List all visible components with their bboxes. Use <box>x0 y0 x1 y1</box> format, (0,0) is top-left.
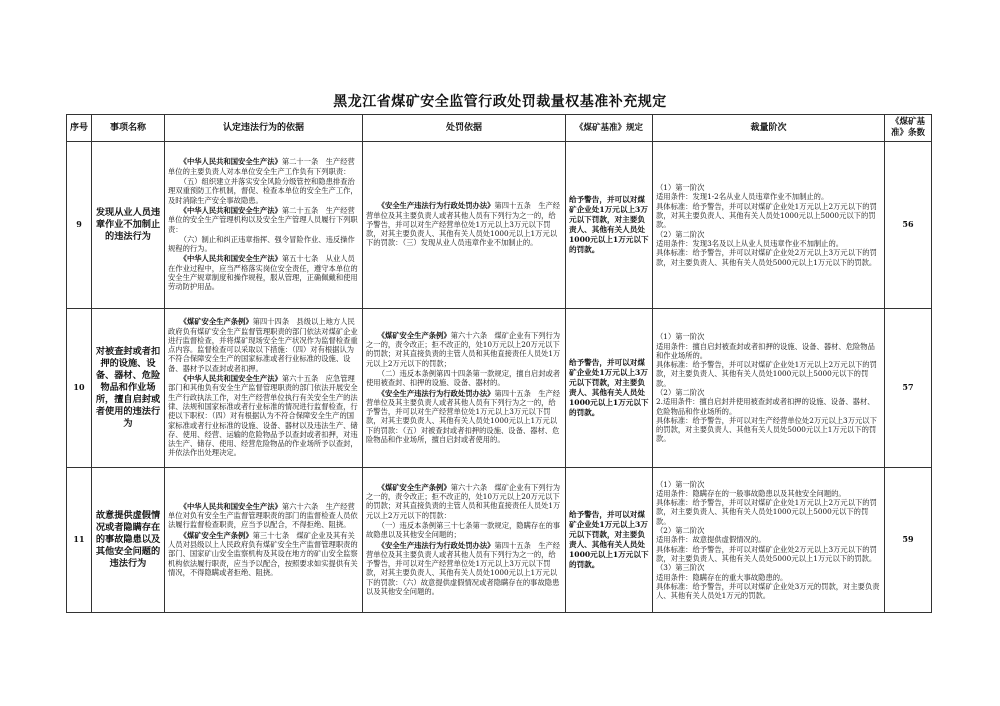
law-text: 第四十五条 生产经营单位及其主要负责人或者其他人员有下列行为之一的，给予警告，并可以对生产经营单位处1万元以上3万元以下罚款，对其主要负责人、其他有关人员处1000元以上1万元以下的罚款：（五）对被查封或者扣押的设施、设备、器材、危险物品和作业场所，擅自启封或者使用的。 <box>366 388 561 444</box>
level-line: （2）第二阶次 <box>656 388 705 397</box>
standard-count: 57 <box>885 309 932 468</box>
law-text: （一）违反本条例第三十七条第一款规定，隐瞒存在的事故隐患以及其他安全问题的； <box>366 520 561 540</box>
law-text: 第六十六条 生产经营单位对负有安全生产监督管理职责的部门的监督检查人员依法履行监督检查职责，应当予以配合，不得拒绝、阻挠。 <box>168 501 358 530</box>
level-line: 适用条件：发现3名及以上从业人员违章作业不加制止的。 <box>656 238 844 248</box>
header-std: 《煤矿基准》规定 <box>566 115 653 142</box>
standard-cell: 给予警告，并可以对煤矿企业处1万元以上3万元以下罚款，对主要负责人、其他有关人员处1000元以上1万元以下的罚款。 <box>566 468 653 613</box>
item-name: 故意提供虚假情况或者隐瞒存在的事故隐患以及其他安全问题的违法行为 <box>92 468 165 613</box>
levels-cell <box>653 142 885 309</box>
law-text: （五）组织建立并落实安全风险分级管控和隐患排查治理双重预防工作机制，督促、检查本单位的安全生产工作，及时消除生产安全事故隐患。 <box>168 177 358 205</box>
table-row <box>67 142 932 309</box>
law-name: 《煤矿安全生产条例》 <box>179 530 253 540</box>
page-title: 黑龙江省煤矿安全监管行政处罚裁量权基准补充规定 <box>333 94 667 110</box>
penalty-cell <box>363 309 566 468</box>
level-line: 具体标准：给予警告，并可以对煤矿企业处1万元以上2万元以下的罚款，对主要负责人、其他有关人员处1000元以上5000元以下的罚款。 <box>656 498 877 526</box>
level-line: 适用条件：发现1-2名从业人员违章作业不加制止的。 <box>656 192 829 202</box>
level-line: 适用条件：隐瞒存在的重大事故隐患的。 <box>656 572 788 582</box>
level-line: 适用条件：擅自启封被查封或者扣押的设施、设备、器材、危险物品和作业场所的。 <box>656 341 875 360</box>
row-number: 9 <box>67 142 92 309</box>
law-name: 《煤矿安全生产条例》 <box>377 482 451 492</box>
header-levels: 裁量阶次 <box>653 115 885 142</box>
law-text: 第二十一条 生产经营单位的主要负责人对本单位安全生产工作负有下列职责： <box>168 157 355 176</box>
basis-paragraph <box>168 157 359 176</box>
law-text: （六）制止和纠正违章指挥、强令冒险作业、违反操作规程的行为。 <box>168 234 355 254</box>
item-name: 对被查封或者扣押的设施、设备、器材、危险物品和作业场所，擅自启封或者使用的违法行为 <box>92 309 165 468</box>
law-name: 《煤矿安全生产条例》 <box>377 330 451 340</box>
header-penalty: 处罚依据 <box>363 115 566 142</box>
level-line: （2）第二阶次 <box>656 229 705 239</box>
standard-cell: 给予警告，并可以对煤矿企业处1万元以上3万元以下罚款，对主要负责人、其他有关人员处1000元以上1万元以下的罚款。 <box>566 309 653 468</box>
level-line: 2.适用条件：擅自启封并使用被查封或者扣押的设施、设备、器材、危险物品和作业场所的。 <box>656 397 875 416</box>
level-line: 具体标准：给予警告，并可以对煤矿企业处2万元以上3万元以下的罚款，对主要负责人、其他有关人员处5000元以上1万元以下的罚款。 <box>656 544 877 563</box>
regulation-table <box>66 114 932 613</box>
basis-cell <box>165 309 363 468</box>
standard-count: 56 <box>885 142 932 309</box>
penalty-paragraph <box>366 331 562 368</box>
row-number: 10 <box>67 309 92 468</box>
header-item: 事项名称 <box>92 115 165 142</box>
basis-cell <box>165 468 363 613</box>
law-name: 《安全生产违法行为行政处罚办法》 <box>377 201 495 211</box>
law-text: 第四十五条 生产经营单位及其主要负责人或者其他人员有下列行为之一的，给予警告，并可以对生产经营单位处1万元以上3万元以下罚款，对其主要负责人、其他有关人员处1000元以上1万元以下的罚款：（三）发现从业人员违章作业不加制止的。 <box>366 201 561 248</box>
basis-paragraph <box>168 502 359 530</box>
standard-count: 59 <box>885 468 932 613</box>
level-line: 具体标准：给予警告，并可以对煤矿企业处2万元以上3万元以下的罚款，对主要负责人、其他有关人员处5000元以上1万元以下的罚款。 <box>656 248 877 267</box>
basis-cell <box>165 142 363 309</box>
penalty-paragraph <box>366 541 562 597</box>
header-num: 序号 <box>67 115 92 142</box>
table-row <box>67 309 932 468</box>
law-text: 第六十六条 煤矿企业有下列行为之一的，责令改正；拒不改正的，处10万元以上20万元以下的罚款；对其直接负责的主管人员和其他直接责任人员处1万元以上2万元以下的罚款； <box>366 330 561 368</box>
penalty-paragraph <box>366 369 562 388</box>
law-text: 第三十七条 煤矿企业及其有关人员对县级以上人民政府负有煤矿安全生产监督管理职责的部门、国家矿山安全监察机构及其设在地方的矿山安全监察机构依法履行职责，应当予以配合，按照要求如实提供有关情况，不得隐瞒或者拒绝、阻挠。 <box>168 530 358 577</box>
law-text: 第二十五条 生产经营单位的安全生产管理机构以及安全生产管理人员履行下列职责： <box>168 205 358 234</box>
law-name: 《中华人民共和国安全生产法》 <box>179 374 282 384</box>
levels-cell <box>653 309 885 468</box>
basis-paragraph <box>168 235 359 254</box>
standard-cell: 给予警告，并可以对煤矿企业处1万元以上3万元以下罚款，对主要负责人、其他有关人员处1000元以上1万元以下的罚款。 <box>566 142 653 309</box>
penalty-cell <box>363 142 566 309</box>
header-basis: 认定违法行为的依据 <box>165 115 363 142</box>
item-name: 发现从业人员违章作业不加制止的违法行为 <box>92 142 165 309</box>
basis-paragraph <box>168 206 359 234</box>
basis-paragraph <box>168 254 359 291</box>
basis-paragraph <box>168 317 359 373</box>
penalty-paragraph <box>366 521 562 540</box>
basis-paragraph <box>168 374 359 458</box>
header-row <box>67 115 932 142</box>
level-line: （1）第一阶次 <box>656 332 705 342</box>
penalty-cell <box>363 468 566 613</box>
header-count: 《煤矿基准》条数 <box>885 115 932 142</box>
law-name: 《中华人民共和国安全生产法》 <box>179 157 282 167</box>
level-line: 适用条件：故意提供虚假情况的。 <box>656 535 766 545</box>
law-name: 《煤矿安全生产条例》 <box>179 317 253 327</box>
law-text: 第六十六条 煤矿企业有下列行为之一的，责令改正；拒不改正的，处10万元以上20万元以下的罚款；对其直接负责的主管人员和其他直接责任人员处1万元以上2万元以下的罚款： <box>366 482 561 520</box>
penalty-paragraph <box>366 389 562 445</box>
level-line: （3）第三阶次 <box>656 563 705 573</box>
law-text: 第四十四条 县级以上地方人民政府负有煤矿安全生产监督管理职责的部门依法对煤矿企业进行监督检查，并将煤矿现场安全生产状况作为监督检查重点内容。监督检查可以采取以下措施：（四）对有根据认为不符合保障安全生产的国家标准或者行业标准的设施、设备、器材予以查封或者扣押。 <box>168 317 358 373</box>
levels-cell <box>653 468 885 613</box>
level-line: 具体标准：给予警告，并可以对生产经营单位处2万元以上3万元以下的罚款，对主要负责人、其他有关人员处5000元以上1万元以下的罚款。 <box>656 415 877 444</box>
law-name: 《中华人民共和国安全生产法》 <box>179 205 282 215</box>
basis-paragraph <box>168 531 359 577</box>
law-name: 《安全生产违法行为行政处罚办法》 <box>377 388 495 398</box>
level-line: （1）第一阶次 <box>656 183 705 193</box>
law-text: 第六十五条 应急管理部门和其他负有安全生产监督管理职责的部门依法开展安全生产行政执法工作，对生产经营单位执行有关安全生产的法律、法规和国家标准或者行业标准的情况进行监督检查，行使以下职权：（四）对有根据认为不符合保障安全生产的国家标准或者行业标准的设施、设备、器材以及违法生产、储存、使用、经营、运输的危险物品予以查封或者扣押，对违法生产、储存、使用、经营危险物品的作业场所予以查封，并依法作出处理决定。 <box>168 374 358 458</box>
level-line: 适用条件：隐瞒存在的一般事故隐患以及其他安全问题的。 <box>656 488 846 498</box>
level-line: （1）第一阶次 <box>656 479 705 489</box>
law-name: 《安全生产违法行为行政处罚办法》 <box>377 540 495 550</box>
level-line: （2）第二阶次 <box>656 526 705 536</box>
level-line: 具体标准：给予警告，并可以对煤矿企业处1万元以上2万元以下的罚款，对主要负责人、其他有关人员处1000元以上5000元以下的罚款。 <box>656 360 877 388</box>
table-row <box>67 468 932 613</box>
level-line: 具体标准：给予警告，并可以对煤矿企业处1万元以上2万元以下的罚款，对其主要负责人、其他有关人员处1000元以上5000元以下的罚款。 <box>656 201 877 230</box>
basis-paragraph <box>168 177 359 205</box>
row-number: 11 <box>67 468 92 613</box>
level-line: 具体标准：给予警告，并可以对煤矿企业处3万元的罚款，对主要负责人、其他有关人员处1万元的罚款。 <box>656 581 880 601</box>
penalty-paragraph <box>366 483 562 520</box>
law-text: （二）违反本条例第四十四条第一款规定，擅自启封或者使用被查封、扣押的设施、设备、器材的。 <box>366 368 561 388</box>
law-text: 第四十五条 生产经营单位及其主要负责人或者其他人员有下列行为之一的，给予警告，并可以对生产经营单位处1万元以上3万元以下罚款，对其主要负责人、其他有关人员处1000元以上1万元以下的罚款：（六）故意提供虚假情况或者隐瞒存在的事故隐患以及其他安全问题的。 <box>366 540 561 596</box>
penalty-paragraph <box>366 201 562 247</box>
law-text: 第五十七条 从业人员在作业过程中，应当严格落实岗位安全责任，遵守本单位的安全生产规章制度和操作规程，服从管理，正确佩戴和使用劳动防护用品。 <box>168 254 358 292</box>
law-name: 《中华人民共和国安全生产法》 <box>179 501 282 511</box>
law-name: 《中华人民共和国安全生产法》 <box>179 254 282 264</box>
